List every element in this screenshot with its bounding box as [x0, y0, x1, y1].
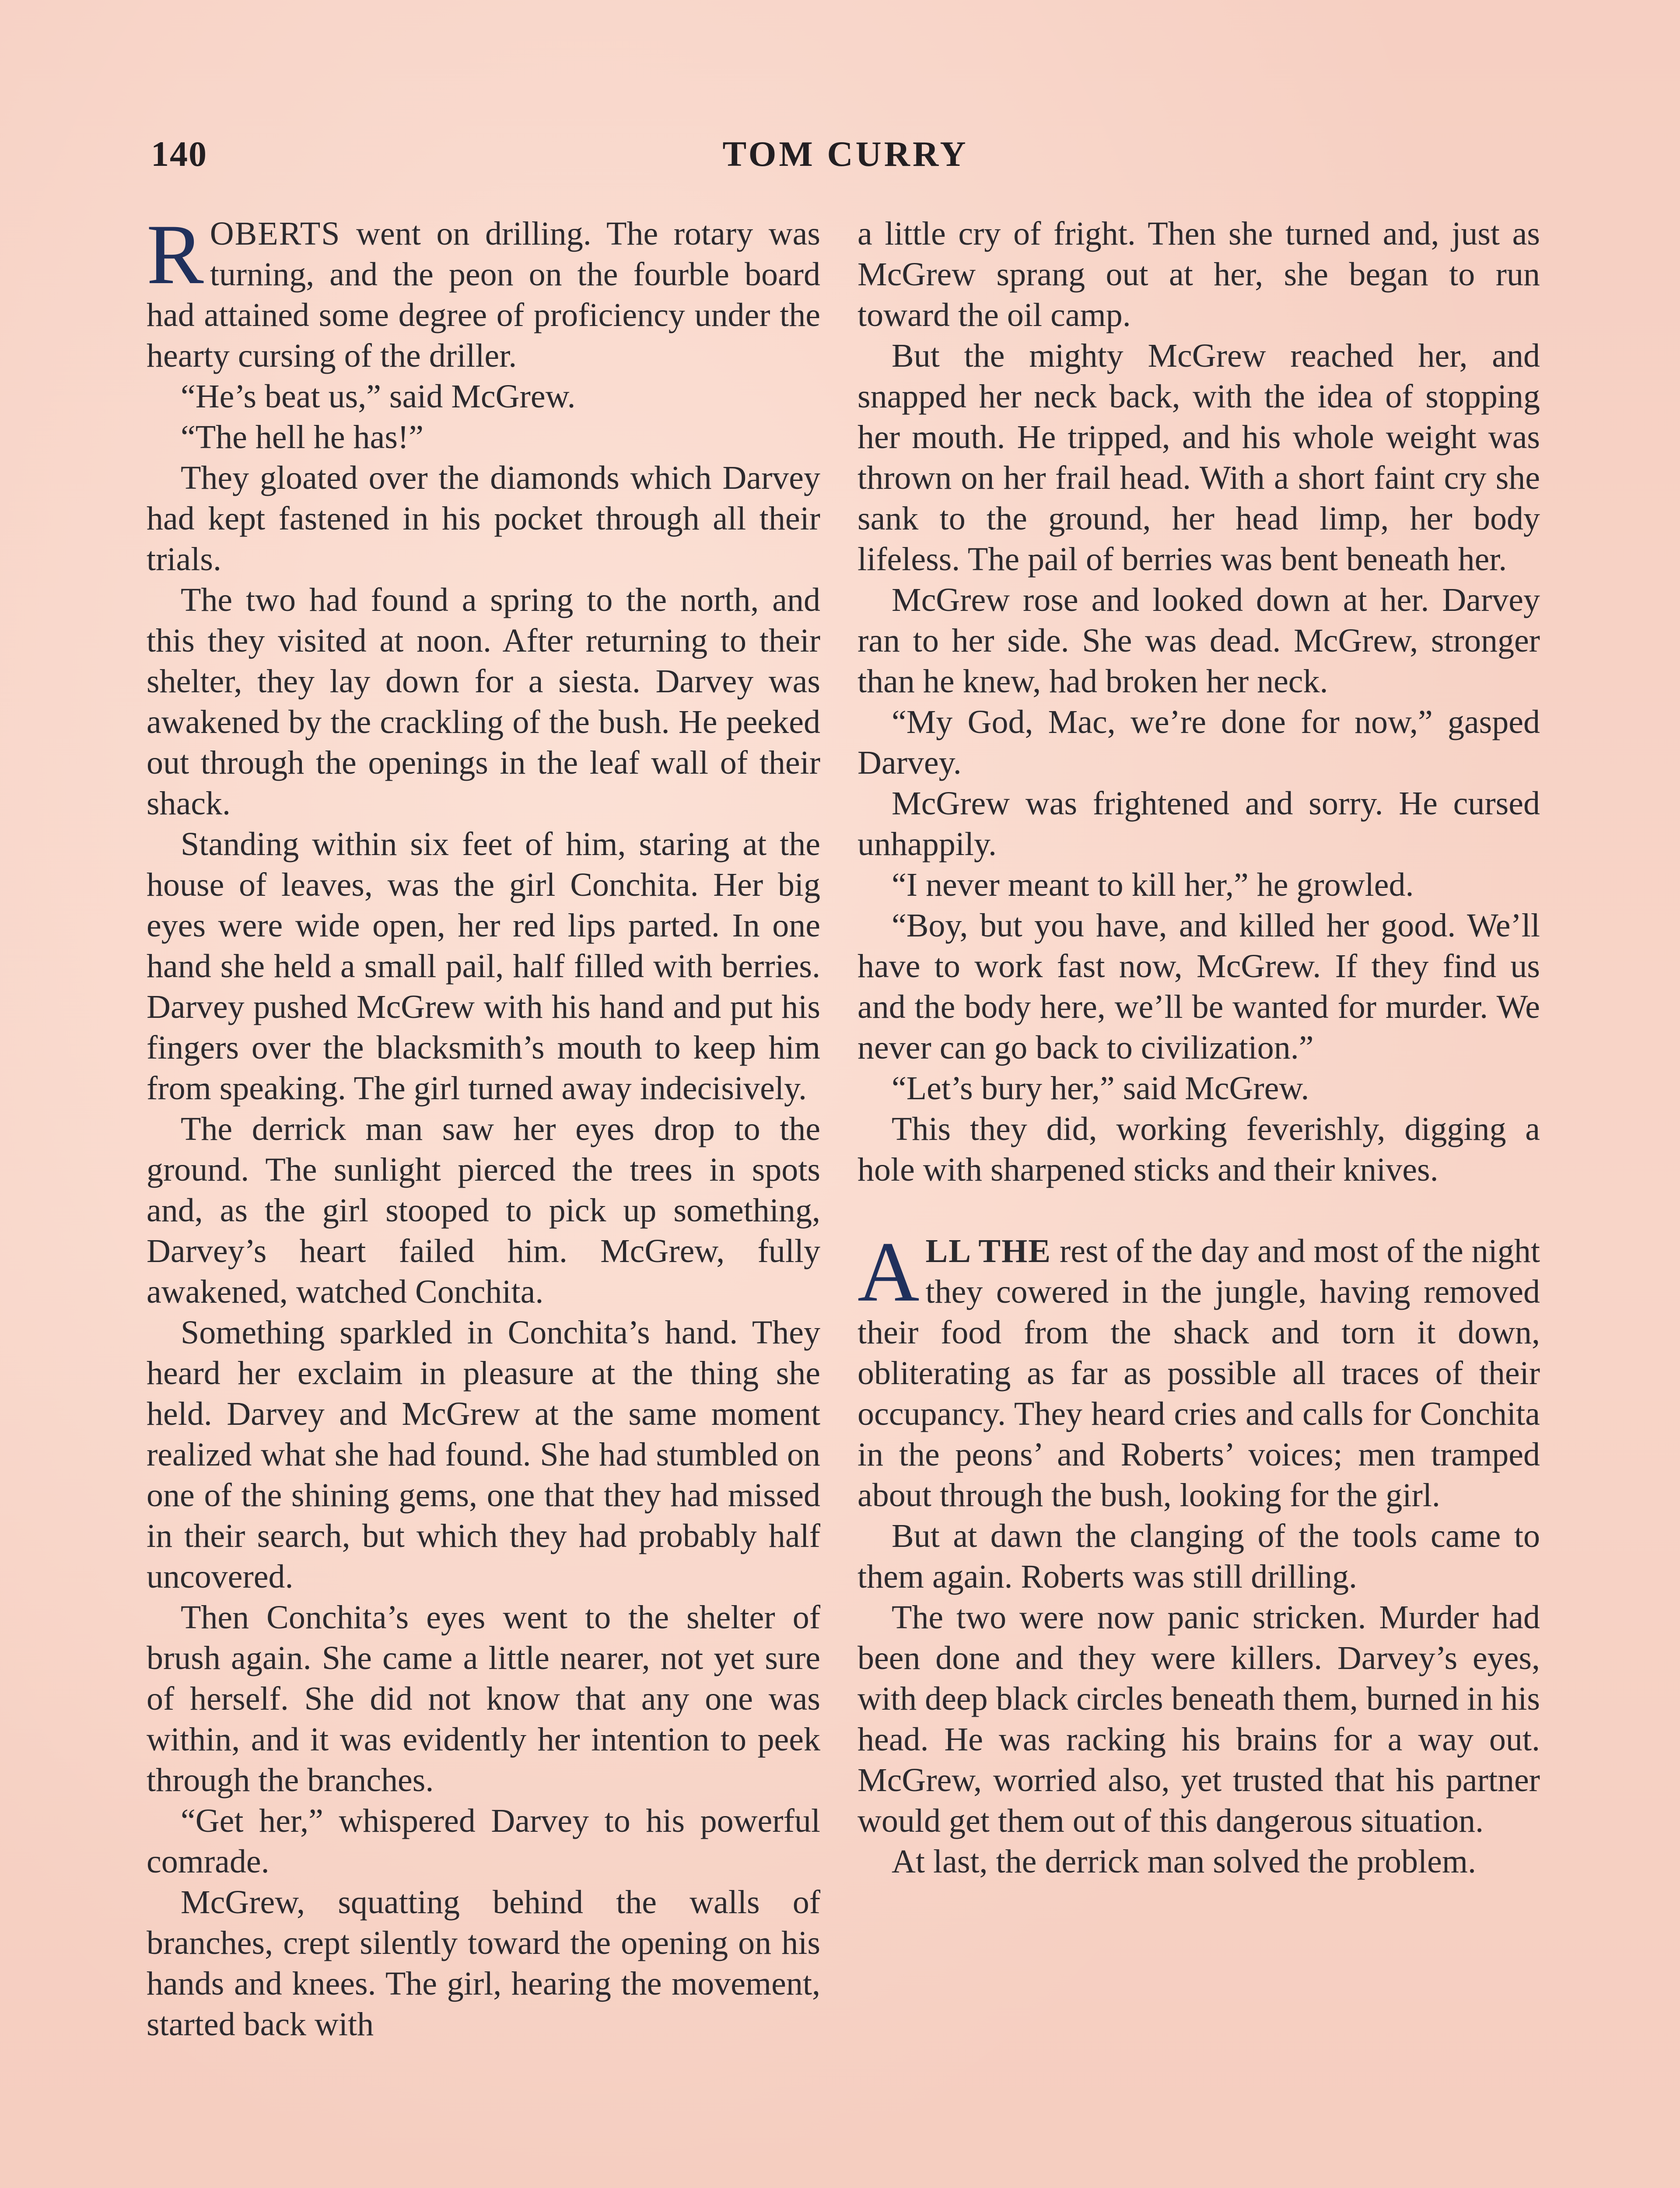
paragraph: McGrew was frightened and sorry. He cursed unhappily.	[858, 785, 1540, 863]
paragraph: “My God, Mac, we’re done for now,” gasped Darvey.	[858, 704, 1540, 781]
section-lead-words: LL THE	[925, 1233, 1051, 1269]
paragraph: But the mighty McGrew reached her, and snapped her neck back, with the idea of stopping her mouth. He tripped, and his whole weight was thrown on her frail head. With a short faint cry she sank to the ground, her head limp, her body lifeless. The pail of berries was bent beneath her.	[858, 337, 1540, 578]
section-opening-paragraph	[858, 1224, 1540, 1516]
paragraph: “Let’s bury her,” said McGrew.	[892, 1070, 1309, 1107]
section-opening-text: rest of the day and most of the night they cowered in the jungle, having removed their food from the shack and torn it down, obliterating as far as possible all traces of their occupancy. They heard cries and calls for Conchita in the peons’ and Roberts’ voices; men tramped about through the bush, looking for the girl.	[858, 1233, 1540, 1514]
paragraph: “I never meant to kill her,” he growled.	[892, 866, 1414, 903]
page-header	[151, 128, 1540, 180]
paragraph: Standing within six feet of him, staring at the house of leaves, was the girl Conchita. Her big eyes were wide open, her red lips parted. In one hand she held a small pail, half filled with berries. Darvey pushed McGrew with his hand and put his fingers over the blacksmith’s mouth to keep him from speaking. The girl turned away indecisively.	[147, 826, 820, 1107]
paragraph: “He’s beat us,” said McGrew.	[181, 378, 576, 415]
opening-word: OBERTS	[210, 215, 341, 252]
paragraph: Then Conchita’s eyes went to the shelter of brush again. She came a little nearer, not yet sure of herself. She did not know that any one was within, and it was evidently her intention to peek through the branches.	[147, 1599, 820, 1799]
right-column	[858, 214, 1540, 1882]
section-drop-cap: A	[858, 1224, 920, 1319]
running-title: TOM CURRY	[722, 134, 969, 174]
paragraph: The two were now panic stricken. Murder had been done and they were killers. Darvey’s eyes, with deep black circles beneath them, burned in his head. He was racking his brains for a way out. McGrew, worried also, yet trusted that his partner would get them out of this dangerous situation.	[858, 1599, 1540, 1839]
drop-cap: R	[147, 207, 204, 302]
paragraph: “The hell he has!”	[181, 419, 424, 456]
left-column	[147, 207, 820, 2045]
opening-paragraph-text: went on drilling. The rotary was turning, and the peon on the fourble board had attained some degree of proficiency under the hearty cursing of the driller.	[147, 215, 820, 374]
paragraph: McGrew, squatting behind the walls of branches, crept silently toward the opening on his hands and knees. The girl, hearing the movement, started back with	[147, 1884, 820, 2043]
continued-paragraph: a little cry of fright. Then she turned and, just as McGrew sprang out at her, she began to run toward the oil camp.	[858, 215, 1540, 333]
paragraph: The derrick man saw her eyes drop to the ground. The sunlight pierced the trees in spots and, as the girl stooped to pick up something, Darvey’s heart failed him. McGrew, fully awakened, watched Conchita.	[147, 1111, 820, 1310]
paragraph: McGrew rose and looked down at her. Darvey ran to her side. She was dead. McGrew, stronger than he knew, had broken her neck.	[858, 582, 1540, 700]
paragraph: Something sparkled in Conchita’s hand. They heard her exclaim in pleasure at the thing she held. Darvey and McGrew at the same moment realized what she had found. She had stumbled on one of the shining gems, one that they had missed in their search, but which they had probably half uncovered.	[147, 1314, 820, 1595]
paragraph: This they did, working feverishly, digging a hole with sharpened sticks and their knives.	[858, 1111, 1540, 1188]
paragraph: “Get her,” whispered Darvey to his powerful comrade.	[147, 1802, 820, 1880]
paragraph: “Boy, but you have, and killed her good. We’ll have to work fast now, McGrew. If they find us and the body here, we’ll be wanted for murder. We never can go back to civilization.”	[858, 907, 1540, 1066]
opening-paragraph	[147, 207, 820, 376]
section-break	[858, 1190, 1540, 1231]
paragraph: At last, the derrick man solved the problem.	[892, 1843, 1476, 1880]
paragraph: They gloated over the diamonds which Darvey had kept fastened in his pocket through all their trials.	[147, 459, 820, 578]
page-number: 140	[151, 134, 207, 174]
paragraph: The two had found a spring to the north, and this they visited at noon. After returning to their shelter, they lay down for a siesta. Darvey was awakened by the crackling of the bush. He peeked out through the openings in the leaf wall of their shack.	[147, 582, 820, 822]
paragraph: But at dawn the clanging of the tools came to them again. Roberts was still drilling.	[858, 1518, 1540, 1595]
